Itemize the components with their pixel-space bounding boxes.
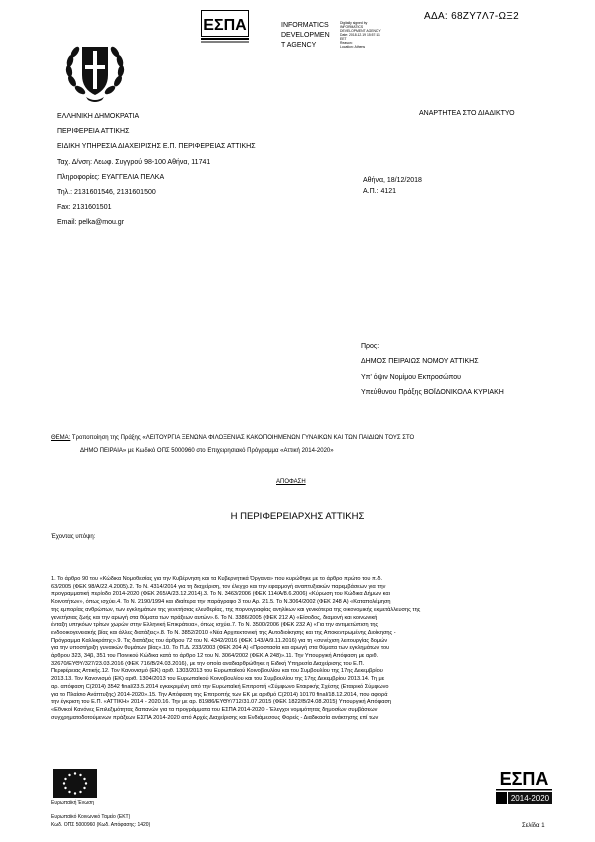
considering-label: Έχοντας υπόψη:	[51, 534, 96, 540]
body-line: 2013.13. Τον Κανονισμό (ΕΚ) αριθ. 1304/2013 του Ευρωπαϊκού Κοινοβουλίου και του Συμβουλίου της 17ης Δεκεμβρίου 2013.14. Τη με	[51, 676, 385, 683]
body-line: αρ. απόφαση C(2014) 3542 final/23.5.2014 εγκεκριμένη από την Ευρωπαϊκή Επιτροπή «Σύμφωνο Εταιρικής Σχέσης (Εταιρικό Σύμφωνο	[51, 683, 389, 690]
signature-line: Date: 2018.12.19 15:57:11	[340, 33, 380, 37]
fund-label: Ευρωπαϊκό Κοινωνικό Ταμείο (ΕΚΤ)	[51, 814, 131, 820]
header-phone: Τηλ.: 2131601546, 2131601500	[57, 189, 156, 197]
signer-line: T AGENCY	[281, 42, 317, 49]
body-line: 1. Το άρθρο 90 του «Κώδικα Νομοθεσίας για την Κυβέρνηση και τα Κυβερνητικά Όργανα» που κυρώθηκε με το άρθρο πρώτο του π.δ.	[51, 576, 383, 582]
posting-note: ΑΝΑΡΤΗΤΕΑ ΣΤΟ ΔΙΑΔΙΚΤΥΟ	[419, 110, 515, 117]
signature-line: Digitally signed by	[340, 21, 368, 25]
body-line: Περιφέρειας Αττικής.12. Τον Κανονισμό (ΕΚ) αριθ. 1303/2013 του Ευρωπαϊκού Κοινοβουλίου και του Συμβουλίου της 17ης Δεκεμβρίου	[51, 668, 383, 675]
signer-line: INFORMATICS	[281, 22, 329, 29]
body-line: Κοινοτήτων», όπως ισχύει.4. Το Ν. 2190/1994 και ιδιαίτερα την παράγραφο 3 του Αρ. 21.5. Το Ν.3064/2002 (ΦΕΚ 248 Α) «Καταπολέμηση	[51, 599, 391, 606]
recipient-label: Προς:	[361, 343, 380, 350]
signature-line: INFORMATICS	[340, 25, 364, 29]
header-email: Email: pelka@mou.gr	[57, 219, 125, 227]
body-line: 63/2005 (ΦΕΚ 98/Α/22.4.2005).2. Το Ν. 4314/2014 για τη διαχείριση, τον έλεγχο και την εφαρμογή αναπτυξιακών παρεμβάσεων για την	[51, 583, 386, 590]
signer-line: DEVELOPMEN	[281, 32, 330, 39]
signature-line: EET	[340, 37, 347, 41]
subject-line-2: ΔΗΜΟ ΠΕΙΡΑΙΑ» με Κωδικό ΟΠΣ 5000960 στο Επιχειρησιακό Πρόγραμμα «Αττική 2014-2020»	[80, 448, 334, 454]
body-line: ένταξη υπηκόων τρίτων χωρών στην Ελληνική Επικράτεια», όπως ισχύει.7. Το Ν. 3500/2006 (ΦΕΚ 232 Α) «Για την αντιμετώπιση της	[51, 622, 379, 629]
subject-text: Τροποποίηση της Πράξης «ΛΕΙΤΟΥΡΓΙΑ ΞΕΝΩΝΑ ΦΙΛΟΞΕΝΙΑΣ ΚΑΚΟΠΟΙΗΜΕΝΩΝ ΓΥΝΑΙΚΩΝ ΚΑΙ ΤΩΝ ΠΑΙΔΙΩΝ ΤΟΥΣ ΣΤΟ	[70, 435, 415, 441]
header-region: ΠΕΡΙΦΕΡΕΙΑ ΑΤΤΙΚΗΣ	[57, 128, 130, 136]
body-line: για την υποστήριξη γυναικών θυμάτων βίας».10. Το Π.Δ. 233/2003 (ΦΕΚ 204 Α) «Προστασία και αρωγή στα θύματα των εγκλημάτων του	[51, 645, 390, 652]
espa-logo-footer	[496, 768, 552, 810]
header-address: Ταχ. Δ/νση: Λεωφ. Συγγρού 98-100 Αθήνα, 11741	[57, 158, 211, 166]
header-service: ΕΙΔΙΚΗ ΥΠΗΡΕΣΙΑ ΔΙΑΧΕΙΡΙΣΗΣ Ε.Π. ΠΕΡΙΦΕΡΕΙΑΣ ΑΤΤΙΚΗΣ	[57, 143, 256, 151]
document-date: Αθήνα, 18/12/2018	[363, 177, 422, 184]
ada-code: ΑΔΑ: 68ΖΥ7Λ7-ΩΞ2	[424, 11, 519, 22]
ops-code: Κωδ. ΟΠΣ 5000960 (Κωδ. Απόφασης: 1420)	[51, 822, 151, 828]
body-line: άρθρου 323, 34β, 351 του Ποινικού Κώδικα κατά το άρθρο 12 του Ν. 3064/2002 (ΦΕΚ Α 248)».11. Την Υπουργική Απόφαση με αριθ.	[51, 653, 379, 660]
body-line: Πρόγραμμα Καλλικράτης».9. Τις διατάξεις του άρθρου 72 του Ν. 4342/2016 (ΦΕΚ 143/Α/9.11.2016) για τη «συνέχιση λειτουργίας δομών	[51, 637, 388, 644]
body-line: για το Πλαίσιο Ανάπτυξης) 2014-2020».15. Την Απόφαση της Επιτροπής των ΕΚ με αριθμό C(2014) 10170 final/18.12.2014, που αφορά	[51, 691, 388, 698]
espa-logo-graphic	[201, 10, 249, 44]
espa-logo-text: ΕΣΠΑ	[203, 17, 247, 34]
eu-label: Ευρωπαϊκή Ένωση	[51, 800, 94, 806]
greek-emblem-icon	[60, 37, 130, 105]
signature-details	[340, 21, 381, 49]
page-number: Σελίδα 1	[522, 823, 545, 829]
subject-line-1	[51, 434, 557, 443]
body-line: 32670/ΕΥΘΥ/327/23.03.2016 (ΦΕΚ 716/Β/24.03.2016), με την οποία αναδιαρθρώθηκε η Ειδική Υπηρεσία Διαχείρισης του Ε.Π.	[51, 660, 365, 667]
recipient-line: Υπεύθυνου Πράξης ΒΟΪΔΟΝΙΚΟΛΑ ΚΥΡΙΑΚΗ	[361, 389, 504, 397]
body-line: «Εθνικοί Κανόνες Επιλεξιμότητας δαπανών για τα προγράμματα του ΕΣΠΑ 2014-2020 - Έλεγχοι νομιμότητας δημοσίων συμβάσεων	[51, 706, 378, 713]
header-fax: Fax: 2131601501	[57, 204, 112, 212]
sender-header	[57, 109, 256, 231]
header-contact-person: Πληροφορίες: ΕΥΑΓΓΕΛΙΑ ΠΕΛΚΑ	[57, 173, 165, 181]
body-line: ενδοοικογενειακής βίας και άλλες διατάξεις».8. Το Ν. 3852/2010 «Νέα Αρχιτεκτονική της Αυτοδιοίκησης και της Αποκεντρωμένης Διοίκησης -	[51, 629, 396, 636]
signer-name	[281, 21, 330, 51]
signature-line: Reason:	[340, 41, 353, 45]
signature-line: DEVELOPMENT AGENCY	[340, 29, 381, 33]
recipient-line: Υπ' όψιν Νομίμου Εκπροσώπου	[361, 373, 461, 381]
authority-title: Η ΠΕΡΙΦΕΡΕΙΑΡΧΗΣ ΑΤΤΙΚΗΣ	[230, 511, 365, 522]
espa-footer-years: 2014-2020	[510, 794, 550, 803]
eu-flag-icon	[53, 769, 97, 798]
recipient-block	[361, 339, 504, 401]
body-line: προγραμματική περίοδο 2014-2020 (ΦΕΚ 265/Α/23.12.2014).3. Το Ν. 3463/2006 (ΦΕΚ 114/Α/8.6.2006) «Κύρωση του Κώδικα Δήμων και	[51, 591, 390, 598]
subject-label: ΘΕΜΑ:	[51, 435, 71, 441]
header-country: ΕΛΛΗΝΙΚΗ ΔΗΜΟΚΡΑΤΙΑ	[57, 113, 140, 120]
signature-line: Location: Athens	[340, 45, 366, 49]
espa-logo-top	[201, 10, 249, 44]
decision-label: ΑΠΟΦΑΣΗ	[276, 479, 306, 485]
recipient-line: ΔΗΜΟΣ ΠΕΙΡΑΙΩΣ ΝΟΜΟΥ ΑΤΤΙΚΗΣ	[361, 358, 479, 366]
protocol-number: Α.Π.: 4121	[363, 188, 397, 195]
body-line: γενετήσιας ζωής και την αρωγή στα θύματα των πράξεων αυτών».6. Το Ν. 3386/2005 (ΦΕΚ 212 Α) «Είσοδος, διαμονή και κοινωνική	[51, 614, 378, 621]
body-line: την έγκριση του Ε.Π. «ΑΤΤΙΚΗ» 2014 - 2020.16. Την με αρ. 81986/ΕΥΘΥ/712/31.07.2015 (ΦΕΚ 1822/Β/24.08.2015) Υπουργική Απόφαση	[51, 699, 392, 706]
decision-body	[51, 576, 545, 722]
espa-footer-text: ΕΣΠΑ	[499, 769, 549, 789]
body-line: συγχρηματοδοτούμενων πράξεων ΕΣΠΑ 2014-2020 από Αρχές Διαχείρισης και Ενδιάμεσους Φορείς - Διαδικασία ανάκτησης επί των	[51, 714, 379, 721]
body-line: της εμπορίας ανθρώπων, των εγκλημάτων της γενετήσιας ελευθερίας, της πορνογραφίας ανηλίκων και γενικότερα της οικονομικής εκμετάλλευσης της	[51, 606, 421, 613]
